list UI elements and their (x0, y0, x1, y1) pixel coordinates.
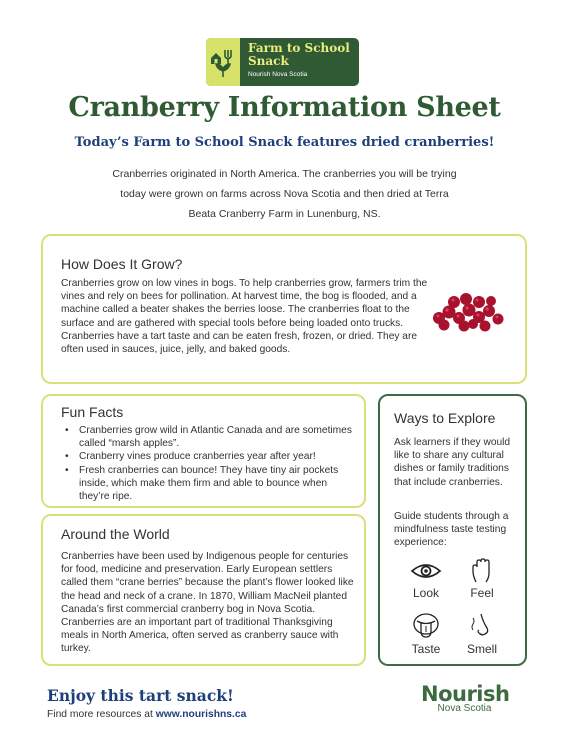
sense-smell (452, 612, 512, 656)
grow-text: Cranberries grow on low vines in bogs. To help cranberries grow, farmers trim the vines and rely on bees for pollination. At harvest time, the bog is flooded, and a machine called a beater shakes the berries loose. The cranberries float to the surface and are gathered with special tools before being loaded onto trucks. Cranberries have a tart taste and can be eaten fresh, frozen, or dried. They are often used in sauces, juice, jelly, and baked goods. (61, 278, 428, 356)
list-item: • Cranberries grow wild in Atlantic Canada and are sometimes called “marsh apples”. (65, 424, 355, 450)
sense-look (396, 558, 456, 600)
explore-paragraph-2: Guide students through a mindfulness taste testing experience: (394, 511, 509, 549)
tongue-icon (411, 612, 441, 640)
taste-label: Taste (411, 642, 441, 656)
fun-facts-section (41, 394, 366, 508)
resources-link[interactable]: www.nourishns.ca (155, 709, 247, 720)
list-item: • Fresh cranberries can bounce! They have tiny air pockets inside, which make them firm and able to bounce when they’re ripe. (65, 464, 355, 504)
intro-paragraph: Cranberries originated in North America. The cranberries you will be trying today were grown on farms across Nova Scotia and then dried at Terra Beata Cranberry Farm in Lunenburg, NS. (112, 168, 457, 220)
ways-to-explore-section (378, 394, 527, 666)
nourish-brand-sub: Nova Scotia (437, 703, 492, 714)
resources-prefix: Find more resources at (47, 709, 156, 720)
hand-icon (467, 558, 497, 584)
explore-heading: Ways to Explore (394, 410, 496, 426)
fun-facts-list (65, 424, 355, 503)
page-title: Cranberry Information Sheet (68, 92, 501, 123)
fun-facts-heading: Fun Facts (61, 404, 124, 420)
list-item: • Cranberry vines produce cranberries year after year! (65, 450, 355, 463)
around-the-world-section (41, 514, 366, 666)
sense-feel (452, 558, 512, 600)
footer-cta: Enjoy this tart snack! (47, 686, 234, 705)
footer-resources (47, 709, 246, 720)
look-label: Look (412, 586, 440, 600)
world-text: Cranberries have been used by Indigenous people for centuries for food, medicine and preservation. Early European settlers called them “crane berries” because the plant’s flower looked like the head and neck of a crane. In 1870, William MacNeil planted Canada’s first commercial cranberry bog in Nova Scotia. Cranberries are an important part of traditional Thanksgiving meals in North America, often served as cranberry sauce with turkey. (61, 551, 354, 655)
smell-label: Smell (466, 642, 497, 656)
nourish-logo (421, 682, 509, 714)
sense-taste (396, 612, 456, 656)
logo-title: Farm to School Snack (248, 41, 350, 68)
cranberries-image (429, 288, 507, 334)
feel-label: Feel (470, 586, 494, 600)
farm-to-school-logo (206, 38, 359, 86)
eye-icon (409, 558, 443, 584)
page-subtitle: Today’s Farm to School Snack features dried cranberries! (74, 135, 495, 150)
nourish-brand: Nourish (421, 682, 510, 706)
logo-subtitle: Nourish Nova Scotia (248, 71, 308, 78)
nose-icon (467, 612, 497, 640)
grow-heading: How Does It Grow? (61, 256, 183, 272)
world-heading: Around the World (61, 526, 170, 542)
farm-fork-sprout-icon (206, 38, 240, 86)
how-does-it-grow-section (41, 234, 527, 384)
explore-paragraph-1: Ask learners if they would like to share any cultural dishes or family traditions that include cranberries. (394, 437, 511, 488)
